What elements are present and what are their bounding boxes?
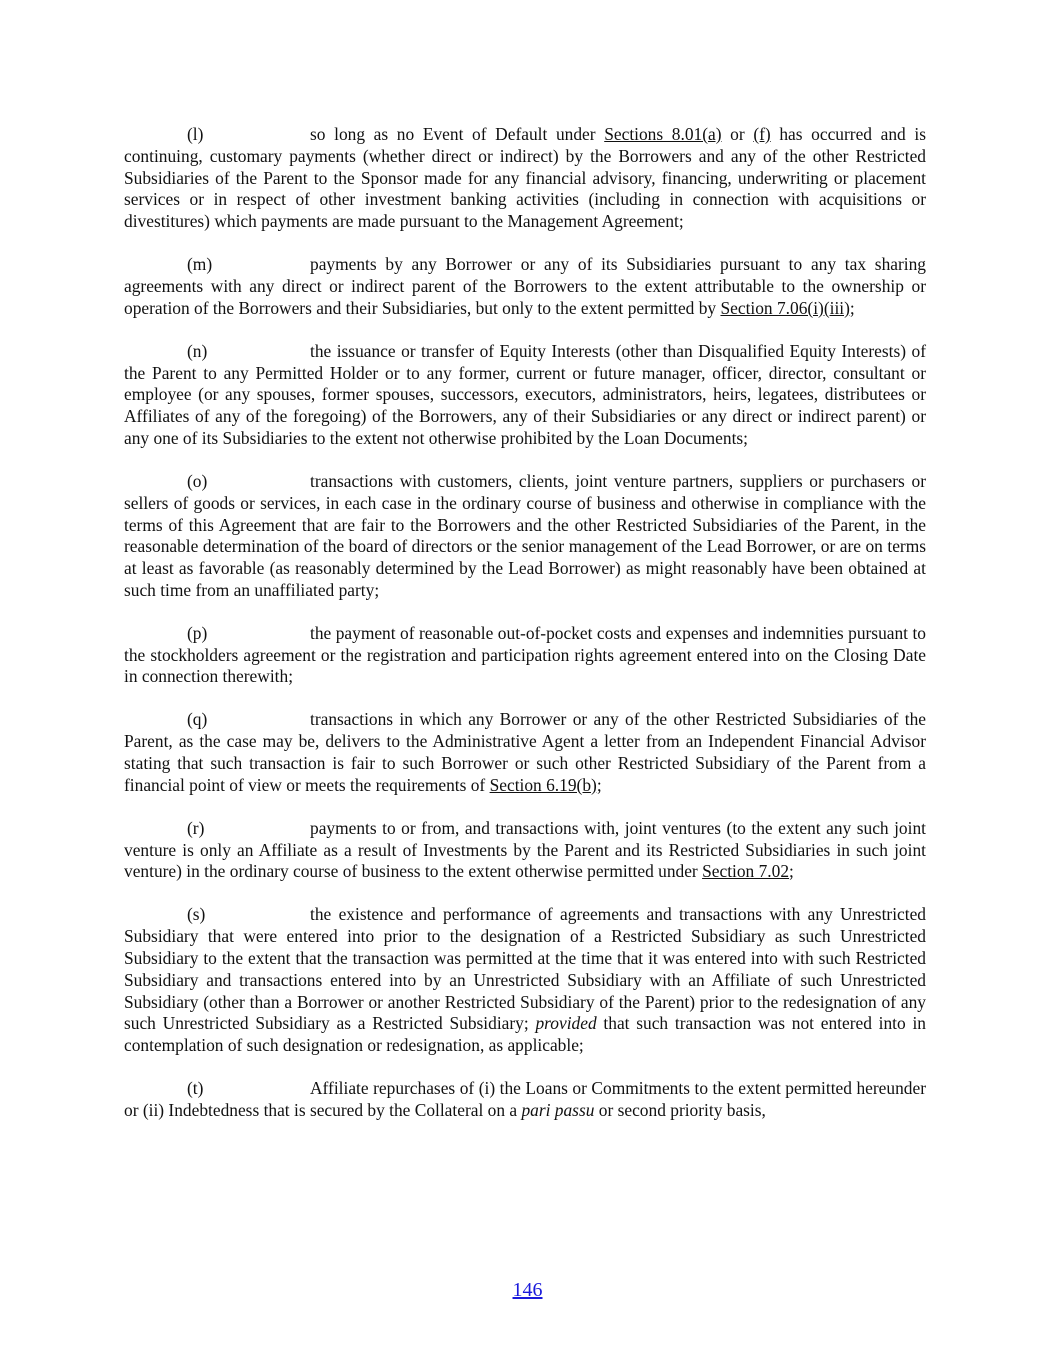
- clause-s: [124, 904, 926, 1057]
- clause-label: (p): [187, 622, 208, 643]
- clause-text: the issuance or transfer of Equity Interests (other than Disqualified Equity Interests) of the Parent to any Permitted Holder or to any former, current or future manager, officer, director, consultant or employee (or any spouses, former spouses, successors, executors, administrators, heirs, legatees, distributees or Affiliates of any of the foregoing) of the Borrowers, any of their Subsidiaries or any direct or indirect parent) or any one of its Subsidiaries to the extent not otherwise prohibited by the Loan Documents;: [124, 340, 926, 448]
- clause-text: Affiliate repurchases of (i) the Loans or Commitments to the extent permitted hereunder or (ii) Indebtedness that is secured by the Collateral on a: [124, 1078, 926, 1120]
- clause-n: [124, 341, 926, 450]
- clause-label: (n): [187, 340, 208, 361]
- clause-text: has occurred and is continuing, customary payments (whether direct or indirect) by the Borrowers and any of the other Restricted Subsidiaries of the Parent to the Sponsor made for any financial advisory, financing, underwriting or placement services or in respect of other investment banking activities (including in connection with acquisitions or divestitures) which payments are made pursuant to the Management Agreement;: [124, 124, 926, 232]
- clause-r: [124, 818, 926, 883]
- section-reference: Section 7.02: [702, 861, 790, 882]
- clause-text: or: [721, 124, 754, 144]
- clause-l: [124, 124, 926, 233]
- clause-label: (s): [187, 904, 206, 925]
- italic-term: pari passu: [521, 1099, 595, 1120]
- clause-text: payments by any Borrower or any of its Subsidiaries pursuant to any tax sharing agreements with any direct or indirect parent of the Borrowers to the extent attributable to the ownership or operation of the Borrowers and their Subsidiaries, but only to the extent permitted by: [124, 254, 926, 318]
- clause-text: or second priority basis,: [594, 1099, 766, 1120]
- clause-m: [124, 254, 926, 319]
- clause-text: ;: [596, 774, 602, 795]
- clause-text: so long as no Event of Default under: [310, 124, 605, 144]
- clause-label: (m): [187, 254, 213, 275]
- page-number-link[interactable]: 146: [512, 1279, 543, 1301]
- section-reference: (f): [753, 124, 771, 144]
- section-reference: Section 7.06(i)(iii): [720, 297, 850, 318]
- section-reference: Sections 8.01(a): [604, 124, 722, 144]
- clause-label: (o): [187, 470, 208, 491]
- clause-text: ;: [849, 297, 855, 318]
- clause-text: payments to or from, and transactions with, joint ventures (to the extent any such joint venture is only an Affiliate as a result of Investments by the Parent and its Restricted Subsidiaries in such joint venture) in the ordinary course of business to the extent otherwise permitted under: [124, 817, 926, 882]
- clause-label: (r): [187, 817, 205, 838]
- clause-text: transactions with customers, clients, joint venture partners, suppliers or purchasers or sellers of goods or services, in each case in the ordinary course of business and otherwise in compliance with the terms of this Agreement that are fair to the Borrowers and the other Restricted Subsidiaries of the Parent, in the reasonable determination of the board of directors or the senior management of the Lead Borrower, or are on terms at least as favorable (as reasonably determined by the Lead Borrower) as might reasonably have been obtained at such time from an unaffiliated party;: [124, 470, 926, 600]
- clause-p: [124, 623, 926, 688]
- clause-label: (t): [187, 1078, 204, 1099]
- clause-text: transactions in which any Borrower or any of the other Restricted Subsidiaries of the Parent, as the case may be, delivers to the Administrative Agent a letter from an Independent Financial Advisor stating that such transaction is fair to such Borrower or such other Restricted Subsidiary of the Parent from a financial point of view or meets the requirements of: [124, 709, 926, 795]
- clause-text: that such transaction was not entered into in contemplation of such designation or redesignation, as applicable;: [124, 1013, 926, 1056]
- italic-term: provided: [535, 1013, 597, 1034]
- clause-o: [124, 471, 926, 602]
- clause-label: (l): [187, 124, 204, 144]
- section-reference: Section 6.19(b): [489, 774, 597, 795]
- clause-t: [124, 1078, 926, 1122]
- clause-label: (q): [187, 709, 208, 730]
- clause-text: the payment of reasonable out-of-pocket costs and expenses and indemnities pursuant to the stockholders agreement or the registration and participation rights agreement entered into on the Closing Date in connection therewith;: [124, 622, 926, 687]
- clause-text: ;: [789, 861, 794, 882]
- clause-text: the existence and performance of agreements and transactions with any Unrestricted Subsidiary that were entered into prior to the designation of a Restricted Subsidiary as such Unrestricted Subsidiary to the extent that the transaction was permitted at the time that it was entered into with such Restricted Subsidiary and transactions entered into by an Unrestricted Subsidiary with an Affiliate of such Unrestricted Subsidiary (other than a Borrower or another Restricted Subsidiary of the Parent) prior to the redesignation of any such Unrestricted Subsidiary as a Restricted Subsidiary;: [124, 904, 926, 1034]
- clause-q: [124, 709, 926, 796]
- page-number-footer: [0, 1279, 1055, 1302]
- document-page: [124, 124, 926, 1143]
